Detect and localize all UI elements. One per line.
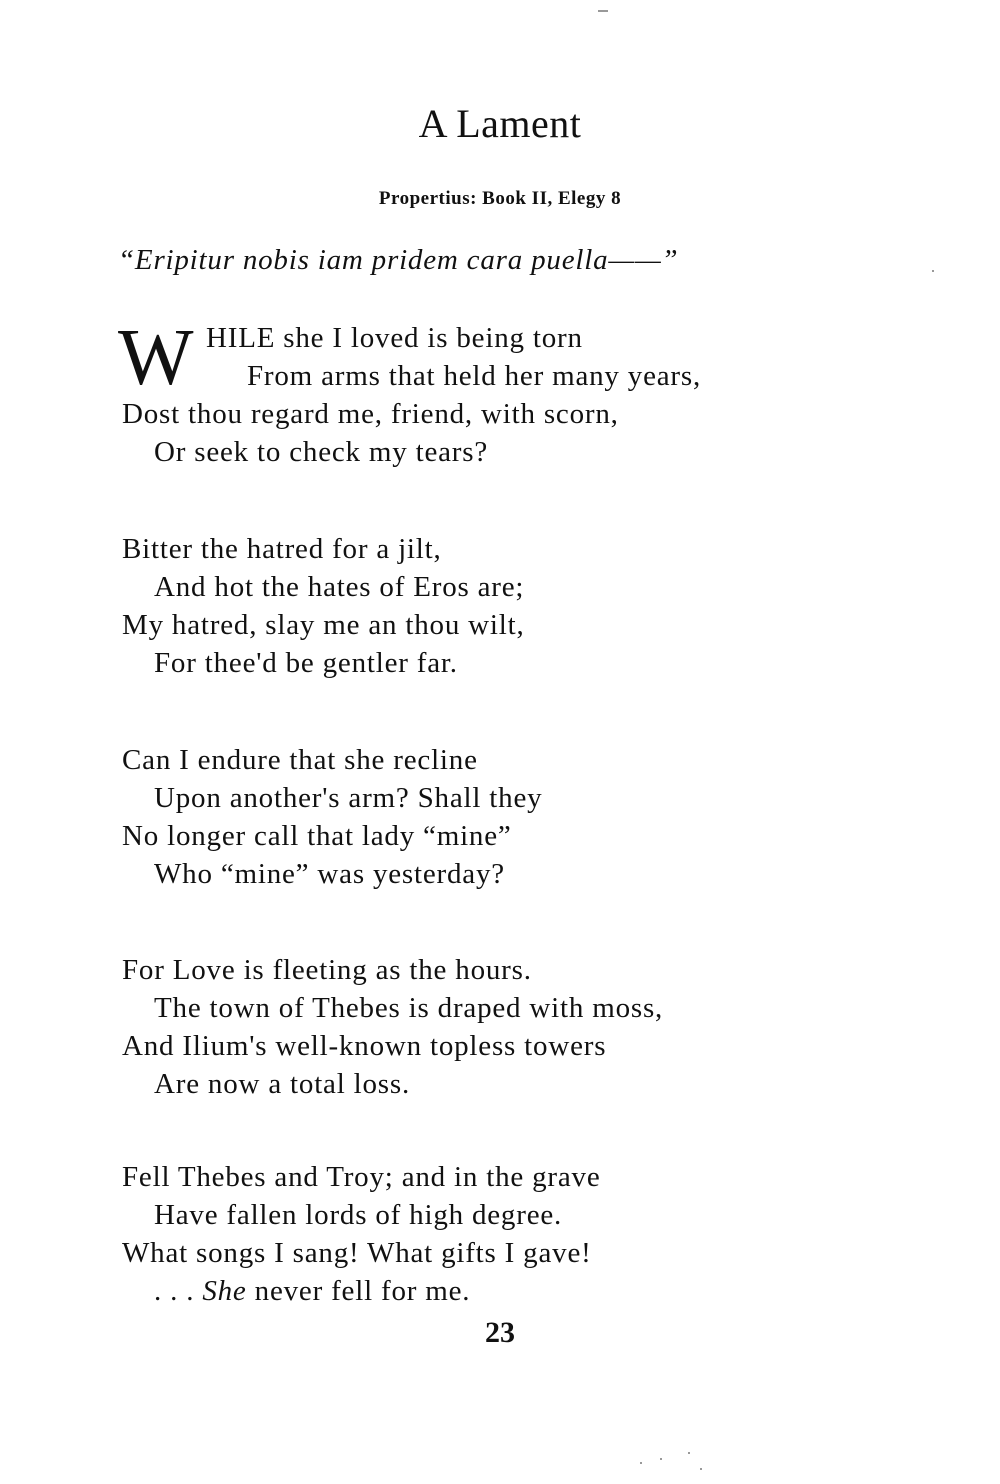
scan-mark bbox=[598, 10, 608, 12]
poem-line: Can I endure that she recline bbox=[122, 744, 478, 776]
poem-line-final bbox=[154, 1275, 470, 1308]
poem-line: For Love is fleeting as the hours. bbox=[122, 954, 532, 986]
poem-line: My hatred, slay me an thou wilt, bbox=[122, 609, 525, 641]
emphasized-word: She bbox=[202, 1275, 247, 1307]
poem-epigraph: “Eripitur nobis iam pridem cara puella——” bbox=[118, 244, 679, 276]
poem-line: For thee'd be gentler far. bbox=[154, 647, 458, 679]
poem-line: Or seek to check my tears? bbox=[154, 436, 489, 468]
poem-line: What songs I sang! What gifts I gave! bbox=[122, 1237, 592, 1269]
scan-speck bbox=[700, 1468, 702, 1470]
poem-subtitle: Propertius: Book II, Elegy 8 bbox=[378, 188, 622, 209]
poem-line: Fell Thebes and Troy; and in the grave bbox=[122, 1161, 601, 1193]
drop-cap: W bbox=[118, 314, 194, 402]
poem-line: Have fallen lords of high degree. bbox=[154, 1199, 563, 1231]
page-number: 23 bbox=[485, 1316, 515, 1349]
poem-line: Are now a total loss. bbox=[154, 1068, 411, 1100]
scan-speck bbox=[660, 1458, 662, 1460]
poem-line: Bitter the hatred for a jilt, bbox=[122, 533, 442, 565]
poem-line: The town of Thebes is draped with moss, bbox=[154, 992, 664, 1024]
ellipsis: . . . bbox=[154, 1275, 203, 1307]
poem-line: Upon another's arm? Shall they bbox=[154, 782, 543, 814]
poem-line: HILE she I loved is being torn bbox=[206, 322, 583, 354]
poem-title: A Lament bbox=[418, 101, 582, 146]
poem-line: No longer call that lady “mine” bbox=[122, 820, 512, 852]
line-remainder: never fell for me. bbox=[246, 1275, 471, 1307]
poem-line: Who “mine” was yesterday? bbox=[154, 858, 505, 890]
scan-speck bbox=[932, 270, 934, 272]
poem-line: From arms that held her many years, bbox=[247, 360, 702, 392]
scan-speck bbox=[640, 1462, 642, 1464]
scan-speck bbox=[688, 1452, 690, 1454]
poem-line: And Ilium's well-known topless towers bbox=[122, 1030, 607, 1062]
poem-line: Dost thou regard me, friend, with scorn, bbox=[122, 398, 619, 430]
poem-line: And hot the hates of Eros are; bbox=[154, 571, 525, 603]
